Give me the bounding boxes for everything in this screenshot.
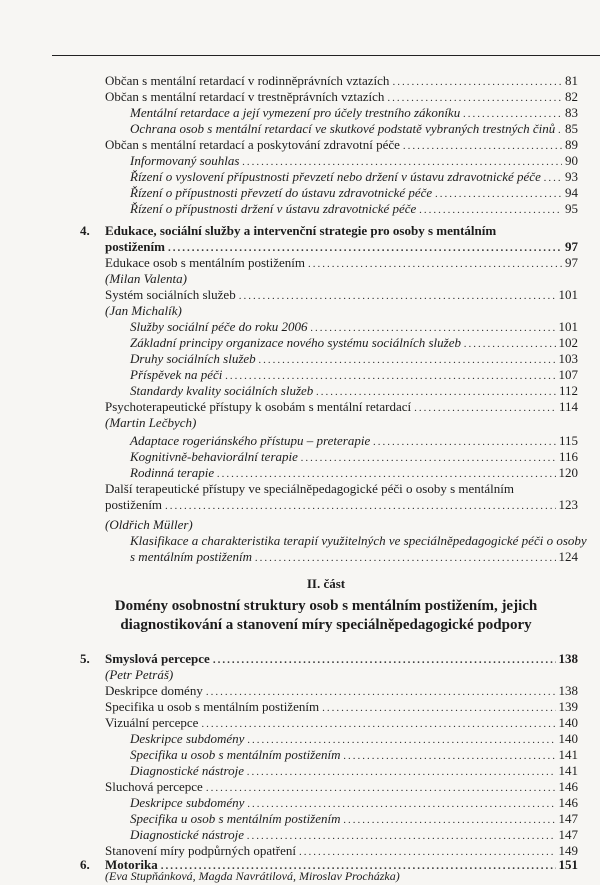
chapter-number: 4. [80,223,90,238]
toc-entry: s mentálním postižením ..... 124 [130,548,578,565]
toc-entry: Smyslová percepce ..... 138 [105,650,578,667]
toc-entry: Standardy kvality sociálních služeb ..... 112 [130,382,578,399]
toc-entry: Občan s mentální retardací v trestněprávních vztazích ..... 82 [105,88,578,105]
toc-entry: Sluchová percepce ..... 146 [105,778,578,795]
toc-entry: postižením ..... 97 [105,238,578,255]
toc-entry: Systém sociálních služeb ..... 101 [105,286,578,303]
part-title: diagnostikování a stanovení míry speciálněpedagogické podpory [120,617,532,633]
toc-entry: postižením ..... 123 [105,496,578,513]
chapter-number: 5. [80,651,90,666]
toc-entry: Základní principy organizace nového systému sociálních služeb ..... 102 [130,334,578,351]
toc-entry: Rodinná terapie ..... 120 [130,464,578,481]
part-label: II. část [306,576,346,591]
author: (Milan Valenta) [105,271,187,286]
toc-entry: Druhy sociálních služeb ..... 103 [130,350,578,367]
toc-entry: Diagnostické nástroje ..... 147 [130,826,578,843]
toc-entry: Ochrana osob s mentální retardací ve skutkové podstatě vybraných trestných činů ..... 85 [130,120,578,137]
author: (Petr Petráš) [105,667,174,682]
toc-entry: Specifika u osob s mentálním postižením ..... 141 [130,746,578,763]
toc-entry: Specifika u osob s mentálním postižením ..... 147 [130,810,578,827]
toc-entry: Řízení o přípustnosti držení v ústavu zdravotnické péče ..... 95 [130,200,578,217]
chapter-title: Edukace, sociální služby a intervenční strategie pro osoby s mentálním [105,223,497,238]
toc-entry: Adaptace rogeriánského přístupu – preterapie ..... 115 [130,432,578,449]
toc-entry-line1: Klasifikace a charakteristika terapií využitelných ve speciálněpedagogické péči o osoby [130,533,587,548]
toc-entry: Deskripce domény ..... 138 [105,682,578,699]
toc-entry: Deskripce subdomény ..... 146 [130,794,578,811]
toc-entry: Informovaný souhlas ..... 90 [130,152,578,169]
toc-entry: Stanovení míry podpůrných opatření ..... 149 [105,842,578,859]
toc-entry: Diagnostické nástroje ..... 141 [130,762,578,779]
part-title: Domény osobnostní struktury osob s mentálním postižením, jejich [114,598,538,614]
toc-entry: Občan s mentální retardací v rodinněprávních vztazích ..... 81 [105,72,578,89]
toc-entry: Motorika ..... 151 [105,856,578,873]
toc-entry: Služby sociální péče do roku 2006 ..... 101 [130,318,578,335]
toc-entry: Příspěvek na péči ..... 107 [130,366,578,383]
chapter-number: 6. [80,857,90,872]
header-rule [52,55,600,56]
toc-entry: Mentální retardace a její vymezení pro účely trestního zákoníku ..... 83 [130,104,578,121]
toc-entry: Kognitivně-behaviorální terapie ..... 116 [130,448,578,465]
toc-entry: Edukace osob s mentálním postižením ..... 97 [105,254,578,271]
toc-entry: Vizuální percepce ..... 140 [105,714,578,731]
toc-entry: Psychoterapeutické přístupy k osobám s mentální retardací ..... 114 [105,398,578,415]
toc-entry: Řízení o vyslovení přípustnosti převzetí nebo držení v ústavu zdravotnické péče ..... 93 [130,168,578,185]
toc-entry: Specifika u osob s mentálním postižením ..... 139 [105,698,578,715]
author: (Oldřich Müller) [105,517,193,532]
toc-entry: Deskripce subdomény ..... 140 [130,730,578,747]
toc-entry: Řízení o přípustnosti převzetí do ústavu zdravotnické péče ..... 94 [130,184,578,201]
author: (Martin Lečbych) [105,415,197,430]
toc-entry: Občan s mentální retardací a poskytování zdravotní péče ..... 89 [105,136,578,153]
author: (Eva Stupňánková, Magda Navrátilová, Miroslav Procházka) [105,869,400,883]
toc-entry-line1: Další terapeutické přístupy ve speciálněpedagogické péči o osoby s mentálním [105,481,515,496]
author: (Jan Michalík) [105,303,182,318]
